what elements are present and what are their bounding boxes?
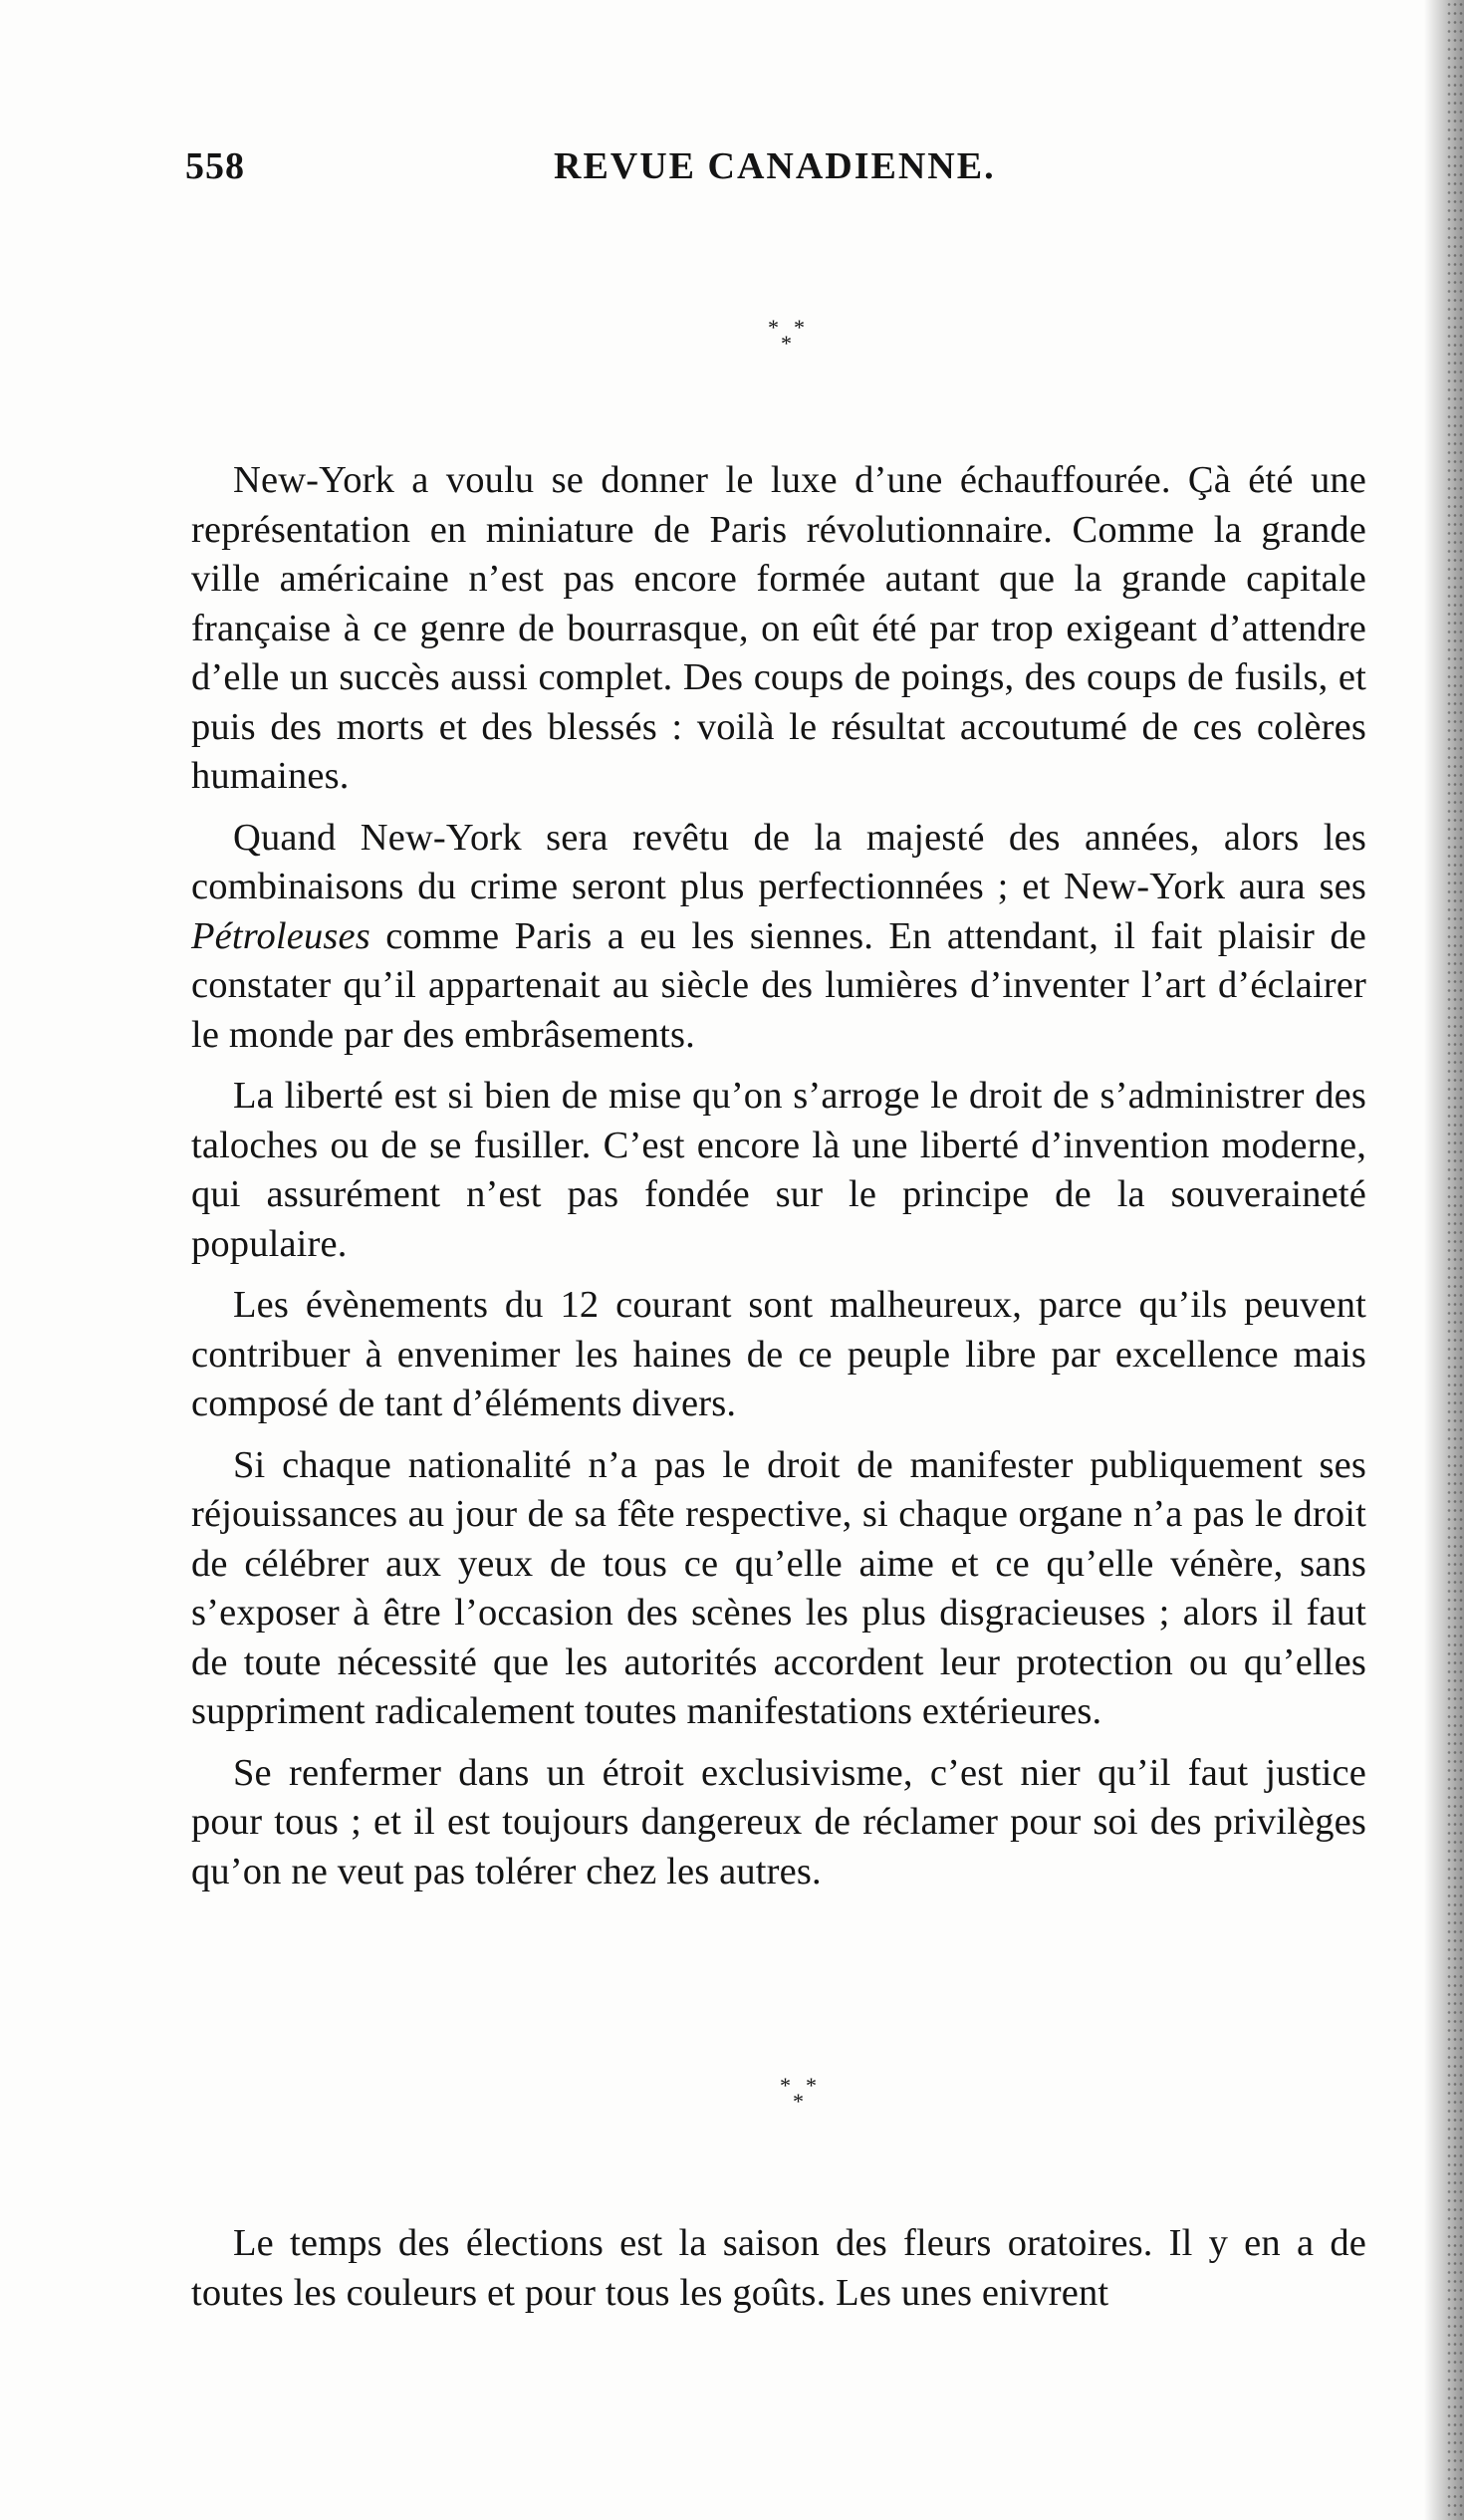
- section-separator-2: * * *: [780, 2073, 817, 2114]
- page-header: [185, 144, 1380, 192]
- running-head: REVUE CANADIENNE.: [554, 145, 996, 187]
- paragraph-3: La liberté est si bien de mise qu’on s’arroge le droit de s’administrer des taloches ou de se fusiller. C’est encore là une liberté d’invention moderne, qui assurément n’est pas fondée sur le principe de la souveraineté populaire.: [191, 1075, 1366, 1265]
- page-number: 558: [185, 145, 245, 187]
- paragraph-6: Se renfermer dans un étroit exclusivisme, c’est nier qu’il faut justice pour tous ; et il est toujours dangereux de réclamer pour soi des privilèges qu’on ne veut pas tolérer chez les autres.: [191, 1751, 1366, 1892]
- paragraph-2-part-2: comme Paris a eu les siennes. En attendant, il fait plaisir de constater qu’il appartenait au siècle des lumières d’inventer l’art d’éclairer le monde par des embrâsements.: [191, 914, 1366, 1056]
- paragraph-2-part-1: Quand New-York sera revêtu de la majesté des années, alors les combinaisons du crime seront plus perfectionnées ; et New-York aura ses: [191, 816, 1366, 907]
- paragraph-4: Les évènements du 12 courant sont malheureux, parce qu’ils peuvent contribuer à envenimer les haines de ce peuple libre par excellence mais composé de tant d’éléments divers.: [191, 1284, 1366, 1424]
- paragraph-1: New-York a voulu se donner le luxe d’une échauffourée. Çà été une représentation en miniature de Paris révolutionnaire. Comme la grande ville américaine n’est pas encore formée autant que la grande capitale française à ce genre de bourrasque, on eût été par trop exigeant d’attendre d’elle un succès aussi complet. Des coups de poings, des coups de fusils, et puis des morts et des blessés : voilà le résultat accoutumé de ces colères humaines.: [191, 459, 1366, 797]
- page-edge-speckle: [1446, 0, 1464, 2520]
- paragraph-2: [191, 814, 1366, 1061]
- section-2-text: [191, 2219, 1366, 2330]
- section-separator-1: * * *: [768, 315, 805, 356]
- section-1-text: [191, 456, 1366, 1908]
- paragraph-2-italic: Pétroleuses: [191, 914, 370, 957]
- paragraph-7: Le temps des élections est la saison des fleurs oratoires. Il y en a de toutes les couleurs et pour tous les goûts. Les unes enivrent: [191, 2222, 1366, 2314]
- paragraph-5: Si chaque nationalité n’a pas le droit de manifester publiquement ses réjouissances au jour de sa fête respective, si chaque organe n’a pas le droit de célébrer aux yeux de tous ce qu’elle aime et ce qu’elle vénère, sans s’exposer à être l’occasion des scènes les plus disgracieuses ; alors il faut de toute nécessité que les autorités accordent leur protection ou qu’elles suppriment radicalement toutes manifestations extérieures.: [191, 1443, 1366, 1732]
